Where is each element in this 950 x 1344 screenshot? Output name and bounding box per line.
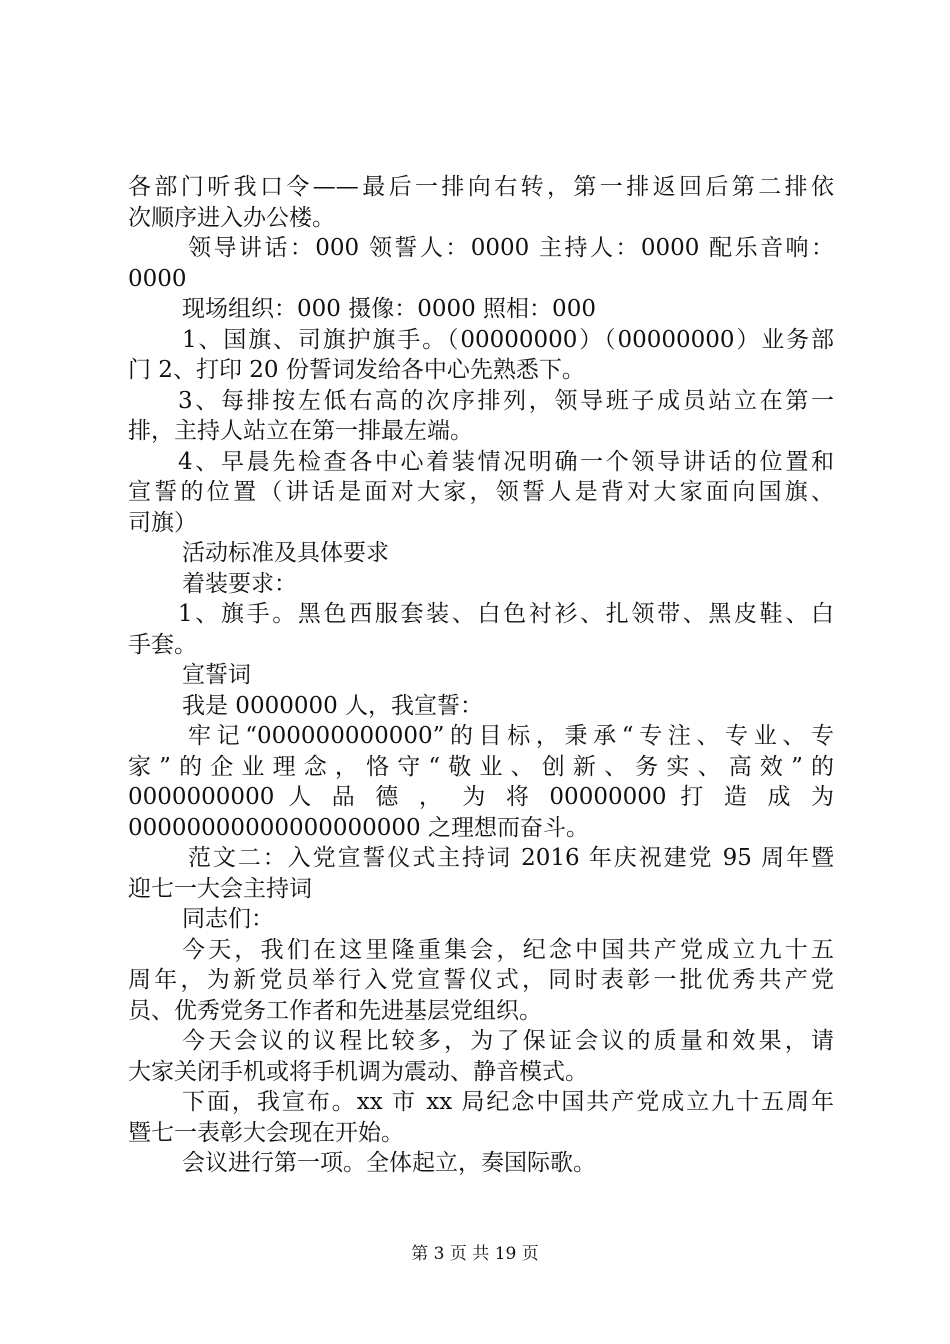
text-line: 门 2、打印 20 份誓词发给各中心先熟悉下。 [128,357,585,383]
text-line: 同志们： [182,906,274,932]
text-line: 家”的企业理念，恪守“敬业、创新、务实、高效”的 [128,753,834,780]
text-line: 1、旗手。黑色西服套装、白色衬衫、扎领带、黑皮鞋、白 [178,601,834,627]
text-line: 下面，我宣布。xx 市 xx 局纪念中国共产党成立九十五周年 [182,1089,834,1115]
document-body [128,172,834,1179]
text-line: 1、国旗、司旗护旗手。（00000000）（00000000）业务部 [182,326,834,353]
text-line: 员、优秀党务工作者和先进基层党组织。 [128,997,542,1024]
text-line: 3、每排按左低右高的次序排列，领导班子成员站立在第一 [178,387,834,414]
text-line: 大家关闭手机或将手机调为震动、静音模式。 [128,1058,588,1085]
text-line: 宣誓的位置（讲话是面对大家，领誓人是背对大家面向国旗、 [128,479,834,505]
section-heading: 范文二：入党宣誓仪式主持词 2016 年庆祝建党 95 周年暨 [188,845,834,871]
text-line: 周年，为新党员举行入党宣誓仪式，同时表彰一批优秀共产党 [128,967,834,993]
text-line: 暨七一表彰大会现在开始。 [128,1119,404,1146]
text-line: 手套。 [128,631,197,658]
text-line: 排，主持人站立在第一排最左端。 [128,418,473,444]
text-line: 今天，我们在这里隆重集会，纪念中国共产党成立九十五 [182,936,834,963]
text-line: 着装要求： [182,570,297,597]
text-line: 0000 [128,265,187,292]
text-line: 现场组织：000 摄像：0000 照相：000 [182,296,596,322]
text-line: 牢记“000000000000”的目标，秉承“专注、专业、专 [188,723,834,749]
text-line: 0000000000 人 品 德 ， 为 将 00000000 打 造 成 为 [128,784,834,810]
text-line: 今天会议的议程比较多，为了保证会议的质量和效果，请 [182,1028,834,1054]
text-line: 迎七一大会主持词 [128,875,312,902]
text-line: 我是 0000000 人，我宣誓： [182,692,484,719]
text-line: 领导讲话：000 领誓人：0000 主持人：0000 配乐音响： [188,235,834,261]
section-heading: 活动标准及具体要求 [182,540,389,566]
page-number-footer: 第 3 页 共 19 页 [411,1244,539,1264]
text-line: 司旗） [128,509,197,536]
text-line: 各部门听我口令——最后一排向右转，第一排返回后第二排依 [128,174,834,200]
text-line: 00000000000000000000 之理想而奋斗。 [128,814,589,841]
section-heading: 宣誓词 [182,662,251,688]
text-line: 4、早晨先检查各中心着装情况明确一个领导讲话的位置和 [178,448,834,475]
text-line: 会议进行第一项。全体起立，奏国际歌。 [182,1150,596,1176]
text-line: 次顺序进入办公楼。 [128,204,335,231]
